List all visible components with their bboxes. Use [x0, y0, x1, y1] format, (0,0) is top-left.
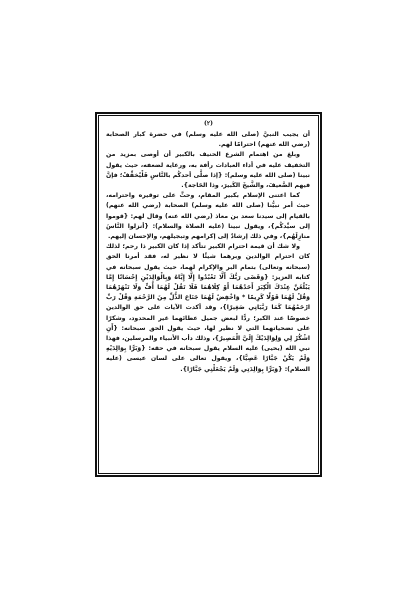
paragraph-2: وبلغ من اهتمام الشرع الحنيف بالكبير أن أوصى بمزيد من التخفيف عليه في أداء العبادات رأفة به، ورعاية لضعفه، حيث يقول نبينا (صلى الله عليه وسلم): {إذا صلَّى أحدكُم بالنَّاسِ فَلْيُخفِّفْ؛ فإنَّ فيهم الضَّعيفَ، والشَّيخَ الكَبيرَ، وذا الحَاجة}.: [106, 151, 310, 190]
page-number: (٢): [204, 120, 213, 127]
body-text: [106, 130, 310, 375]
paragraph-4: ولا شك أن قيمة احترام الكبير تتأكد إذا كان الكبير ذا رحم؛ لذلك كان احترام الوالدين وبرهما شيئًا لا نظير له، فقد أمرنا الحق (سبحانه وتعالى) بتمام البر والإكرام لهما، حيث يقول سبحانه في كتابه العزيز: {وَقَضَى رَبُّكَ أَلَّا تَعْبُدُوا إِلَّا إِيَّاهُ وَبِالْوَالِدَيْنِ إِحْسَانًا إِمَّا يَبْلُغَنَّ عِنْدَكَ الْكِبَرَ أَحَدُهُمَا أَوْ كِلَاهُمَا فَلَا تَقُلْ لَهُمَا أُفٍّ وَلَا تَنْهَرْهُمَا وَقُلْ لَهُمَا قَوْلًا كَرِيمًا * وَاخْفِضْ لَهُمَا جَنَاحَ الذُّلِّ مِنَ الرَّحْمَةِ وَقُلْ رَبِّ ارْحَمْهُمَا كَمَا رَبَّيَانِي صَغِيرًا}، وقد أكدت الآيات على حق الوالدين خصوصًا عند الكبر؛ ردًّا لبعض جميل عطائهما غير المحدود، وشكرًا على تضحياتهما التي لا نظير لها، حيث يقول الحق سبحانه: {أَنِ اشْكُرْ لِي وَلِوَالِدَيْكَ إِلَيَّ الْمَصِيرُ}، وذلك دأب الأنبياء والمرسلين، فهذا نبي الله (يحيى) عليه السلام يقول سبحانه في حقه: {وَبَرًّا بِوَالِدَيْهِ وَلَمْ يَكُنْ جَبَّارًا عَصِيًّا}، ويقول تعالى على لسان عيسى (عليه السلام): {وَبَرًّا بِوَالِدَتِي وَلَمْ يَجْعَلْنِي جَبَّارًا}.: [106, 243, 310, 373]
paragraph-3: كما اعتنى الإسلام بكبير المقام، وحثَّ على توقيره واحترامه، حيث أمر نبيُّنا (صلى الله عليه وسلم) الصحابة (رضي الله عنهم) بالقيام إلى سيدنا سعد بن معاذ (رضي الله عنه) وقال لهم: {قوموا إلى سيِّدكُم}، ويقول نبينا (عليه الصلاة والسلام): {أنزلوا النَّاسَ منازِلَهُم}، وفي ذلك إرشادٌ إلى إكرامهم وتبجيلهم، والإحسان إليهم.: [106, 192, 310, 241]
paragraph-1: أن يجيب النبيَّ (صلى الله عليه وسلم) في حضرة كبار الصحابة (رضي الله عنهم) احترامًا لهم.: [106, 131, 310, 149]
